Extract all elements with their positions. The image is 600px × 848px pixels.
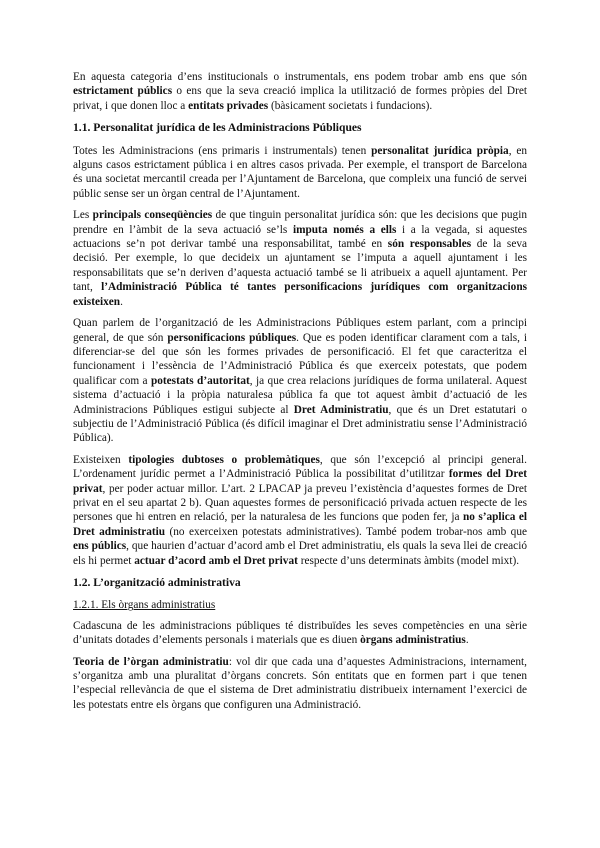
heading-1-2-1: 1.2.1. Els òrgans administratius [73,599,216,612]
text-run: de la seva decisió. Per exemple, lo que decideix un ajuntament se l’imputa a aquell ajuntament i les responsabilitats que se’n deriven d’aquesta actuació també se li atribueix a aquell ajuntament. Per tant, [73,238,527,294]
text-run: , que haurien d’actuar d’acord amb el Dret administratiu, els quals la seva llei de creació els hi permet [73,540,527,567]
bold-text: imputa només a ells [292,223,397,236]
text-run: Existeixen [73,453,129,466]
bold-text: formes del Dret privat [73,468,527,495]
paragraph-consequences [73,208,527,309]
text-run: . Que es poden identificar clarament com a tals, i diferenciar-se del que són les formes privades de personificació. El fet que caracteritza el funcionament i l’essència de l’Administració Pública és que exerceix potestats, que podem qualificar com a [73,331,527,387]
text-run: Totes les Administracions (ens primaris i instrumentals) tenen [73,144,372,157]
paragraph-public-personifications [73,316,527,446]
text-run: : vol dir que cada una d’aquestes Administracions, internament, s’organitza amb una pluralitat d’òrgans concrets. Són entitats que en formen part i que tenen l’especial rellevància de que el sistema de Dret administratiu distribueix internament l’exercici de les potestats entre els òrgans que configuren una Administració. [73,655,527,711]
heading-1-2: 1.2. L’organització administrativa [73,576,241,589]
text-run: . [120,295,123,308]
text-run: , que són l’excepció al principi general. L’ordenament jurídic permet a l’Administració Pública la possibilitat d’utilitzar [73,453,528,481]
text-run: Quan parlem de l’organització de les Administracions Públiques estem parlant, com a principi general, de que són [73,317,527,344]
paragraph-intro-entities [73,70,527,113]
bold-text: estrictament públics [73,85,173,98]
text-run: i a la vegada, si aquestes actuacions se’n pot derivar també una responsabilitat, també en [73,223,528,251]
text-run: (bàsicament societats i fundacions). [268,99,433,112]
paragraph-legal-personality [73,144,527,202]
bold-text: són responsables [387,238,472,251]
bold-text: òrgans administratius [360,634,466,647]
heading-1-1: 1.1. Personalitat jurídica de les Administracions Públiques [73,121,362,135]
bold-text: entitats privades [188,99,269,112]
bold-text: principals conseqüències [92,209,213,222]
paragraph-administrative-organs [73,619,527,648]
bold-text: potestats d’autoritat [150,374,250,387]
paragraph-organ-theory [73,655,527,713]
bold-text: Teoria de l’òrgan administratiu [73,655,229,668]
text-run: (no exerceixen potestats administratives). També podem trobar-nos amb que [165,525,527,538]
text-run: Les [73,209,93,222]
bold-text: l’Administració Pública té tantes personificacions jurídiques com organitzacions existeixen [73,281,527,308]
text-run: En aquesta categoria d’ens institucionals o instrumentals, ens podem trobar amb ens que són [73,71,527,83]
text-run: , que és un Dret estatutari o subjectiu de l’Administració Pública (és difícil imaginar el Dret administratiu sense l’Administració Pública). [73,403,527,445]
bold-text: personalitat jurídica pròpia [371,144,509,157]
text-run: de que tinguin personalitat jurídica són: que les decisions que pugin prendre en l’àmbit de la seva actuació se’ls [73,209,527,236]
text-run: , en alguns casos estrictament pública i en altres casos privada. Per exemple, el transport de Barcelona és una societat mercantil creada per l’Ajuntament de Barcelona, que compleix una funció de servei públic sense ser un òrgan central de l’Ajuntament. [73,144,528,200]
bold-text: actuar d’acord amb el Dret privat [134,554,298,567]
paragraph-problematic-typologies [73,453,527,568]
text-run: , per poder actuar millor. L’art. 2 LPACAP ja preveu l’existència d’aquestes formes de Dret privat en el seu apartat 2 b). Quan aquestes formes de personificació privada actuen respecte de les persones que hi entren en relació, per la naturalesa de les funcions que poden fer, ja [73,482,527,524]
text-run: o ens que la seva creació implica la utilització de formes pròpies del Dret privat, i que donen lloc a [73,85,527,112]
text-run: , ja que crea relacions jurídiques de forma unilateral. Aquest sistema d’actuació i la pròpia naturalesa pública fa que tot aquest àmbit d’actuació de les Administracions Públiques estigui subjecte al [73,374,527,416]
text-run: respecte d’uns determinats àmbits (model mixt). [297,554,520,567]
bold-text: tipologies dubtoses o problemàtiques [128,453,320,466]
text-run: Cadascuna de les administracions públiques té distribuïdes les seves competències en una sèrie d’unitats dotades d’elements personals i materials que es diuen [73,619,527,647]
bold-text: no s’aplica el Dret administratiu [73,511,527,538]
bold-text: Dret Administratiu [293,403,389,416]
text-run: . [465,634,469,647]
bold-text: personificacions públiques [167,331,297,344]
bold-text: ens públics [73,540,127,553]
